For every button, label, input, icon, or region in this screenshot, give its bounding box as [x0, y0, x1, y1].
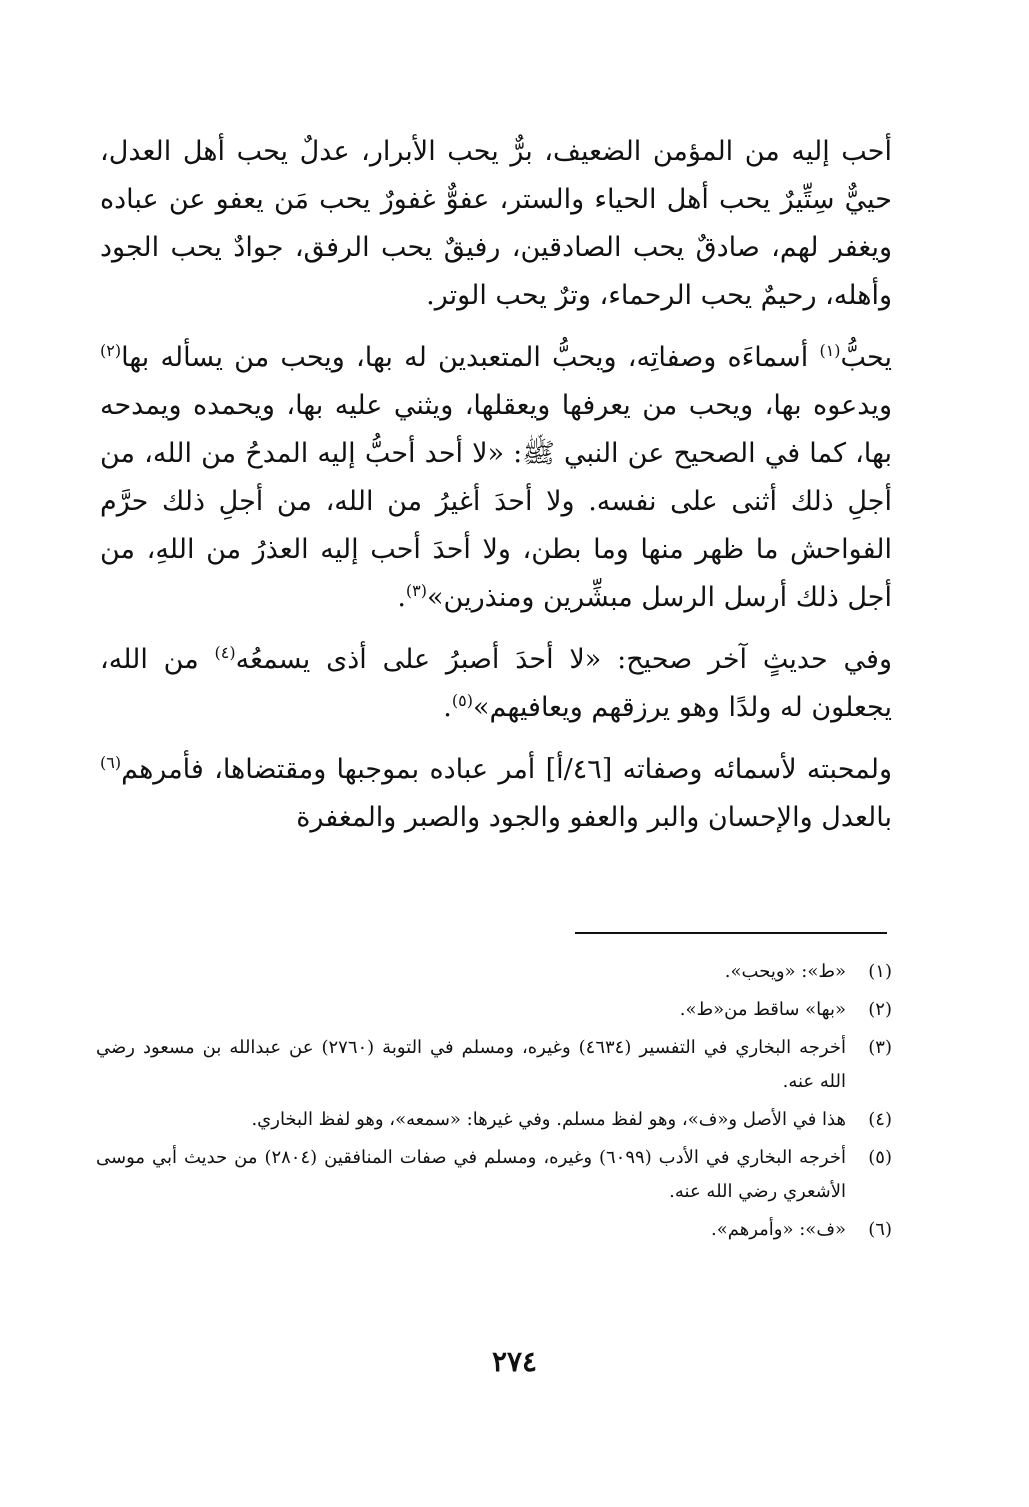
- paragraph-text: من الله، يجعلون له ولدًا وهو يرزقهم ويعافيهم»: [100, 644, 892, 723]
- page-number: ٢٧٤: [491, 1345, 538, 1378]
- paragraph: [100, 746, 892, 842]
- footnote: [96, 993, 892, 1027]
- footnote-text: أخرجه البخاري في الأدب (٦٠٩٩) وغيره، ومسلم في صفات المنافقين (٢٨٠٤) من حديث أبي موسى الأشعري رضي الله عنه.: [96, 1147, 846, 1202]
- paragraph-text: ويدعوه بها، ويحب من يعرفها ويعقلها، ويثني عليه بها، ويحمده ويمدحه بها، كما في الصحيح عن النبي ﷺ: «لا أحد أحبُّ إليه المدحُ من الله، من أجلِ ذلك أثنى على نفسه. ولا أحدَ أغيرُ من الله، من أجلِ ذلك حرَّم الفواحش ما ظهر منها وما بطن، ولا أحدَ أحب إليه العذرُ من اللهِ، من أجل ذلك أرسل الرسل مبشِّرين ومنذرين»: [100, 390, 892, 613]
- footnote: [96, 1141, 892, 1209]
- footnote-text: «ط»: «ويحب».: [724, 961, 846, 982]
- paragraph-text: أسماءَه وصفاتِه، ويحبُّ المتعبدين له بها، ويحب من يسأله بها: [121, 342, 820, 373]
- paragraph: [100, 636, 892, 732]
- footnote-marker: (١): [819, 341, 841, 360]
- paragraph-text: يحبُّ: [840, 342, 892, 373]
- footnote-separator: [575, 932, 887, 934]
- footnote: [96, 1213, 892, 1247]
- footnote-number: (٤): [868, 1109, 892, 1130]
- paragraph-text: ولمحبته لأسمائه وصفاته [٤٦/أ] أمر عباده بموجبها ومقتضاها، فأمرهم: [121, 754, 892, 785]
- footnote-marker: (٥): [451, 691, 473, 710]
- footnote-text: «بها» ساقط من«ط».: [679, 999, 846, 1020]
- footnote-marker: (٢): [100, 341, 122, 360]
- footnote: [96, 1103, 892, 1137]
- footnotes: [96, 955, 892, 1251]
- footnote-text: «ف»: «وأمرهم».: [711, 1219, 846, 1240]
- footnote-text: هذا في الأصل و«ف»، وهو لفظ مسلم. وفي غيرها: «سمعه»، وهو لفظ البخاري.: [251, 1109, 846, 1130]
- footnote: [96, 955, 892, 989]
- footnote-text: أخرجه البخاري في التفسير (٤٦٣٤) وغيره، ومسلم في التوبة (٢٧٦٠) عن عبدالله بن مسعود رضي الله عنه.: [96, 1037, 846, 1092]
- footnote: [96, 1031, 892, 1099]
- footnote-number: (٢): [868, 999, 892, 1020]
- paragraph: [100, 334, 892, 622]
- footnote-number: (١): [868, 961, 892, 982]
- footnote-marker: (٤): [214, 643, 236, 662]
- paragraph-text: بالعدل والإحسان والبر والعفو والجود والصبر والمغفرة: [296, 802, 892, 833]
- paragraph-text: .: [397, 582, 406, 613]
- paragraph-text: .: [443, 692, 452, 723]
- footnote-number: (٦): [868, 1219, 892, 1240]
- footnote-number: (٥): [868, 1147, 892, 1168]
- paragraph-text: أحب إليه من المؤمن الضعيف، برٌّ يحب الأبرار، عدلٌ يحب أهل العدل، حييٌّ سِتِّيرٌ يحب أهل الحياء والستر، عفوٌّ غفورٌ يحب مَن يعفو عن عباده ويغفر لهم، صادقٌ يحب الصادقين، رفيقٌ يحب الرفق، جوادٌ يحب الجود وأهله، رحيمٌ يحب الرحماء، وترٌ يحب الوتر.: [100, 136, 892, 311]
- paragraph: [100, 128, 892, 320]
- footnote-marker: (٦): [100, 753, 122, 772]
- footnote-number: (٣): [868, 1037, 892, 1058]
- main-text: [100, 128, 892, 856]
- paragraph-text: وفي حديثٍ آخر صحيح: «لا أحدَ أصبرُ على أذى يسمعُه: [235, 644, 892, 675]
- footnote-marker: (٣): [405, 581, 428, 600]
